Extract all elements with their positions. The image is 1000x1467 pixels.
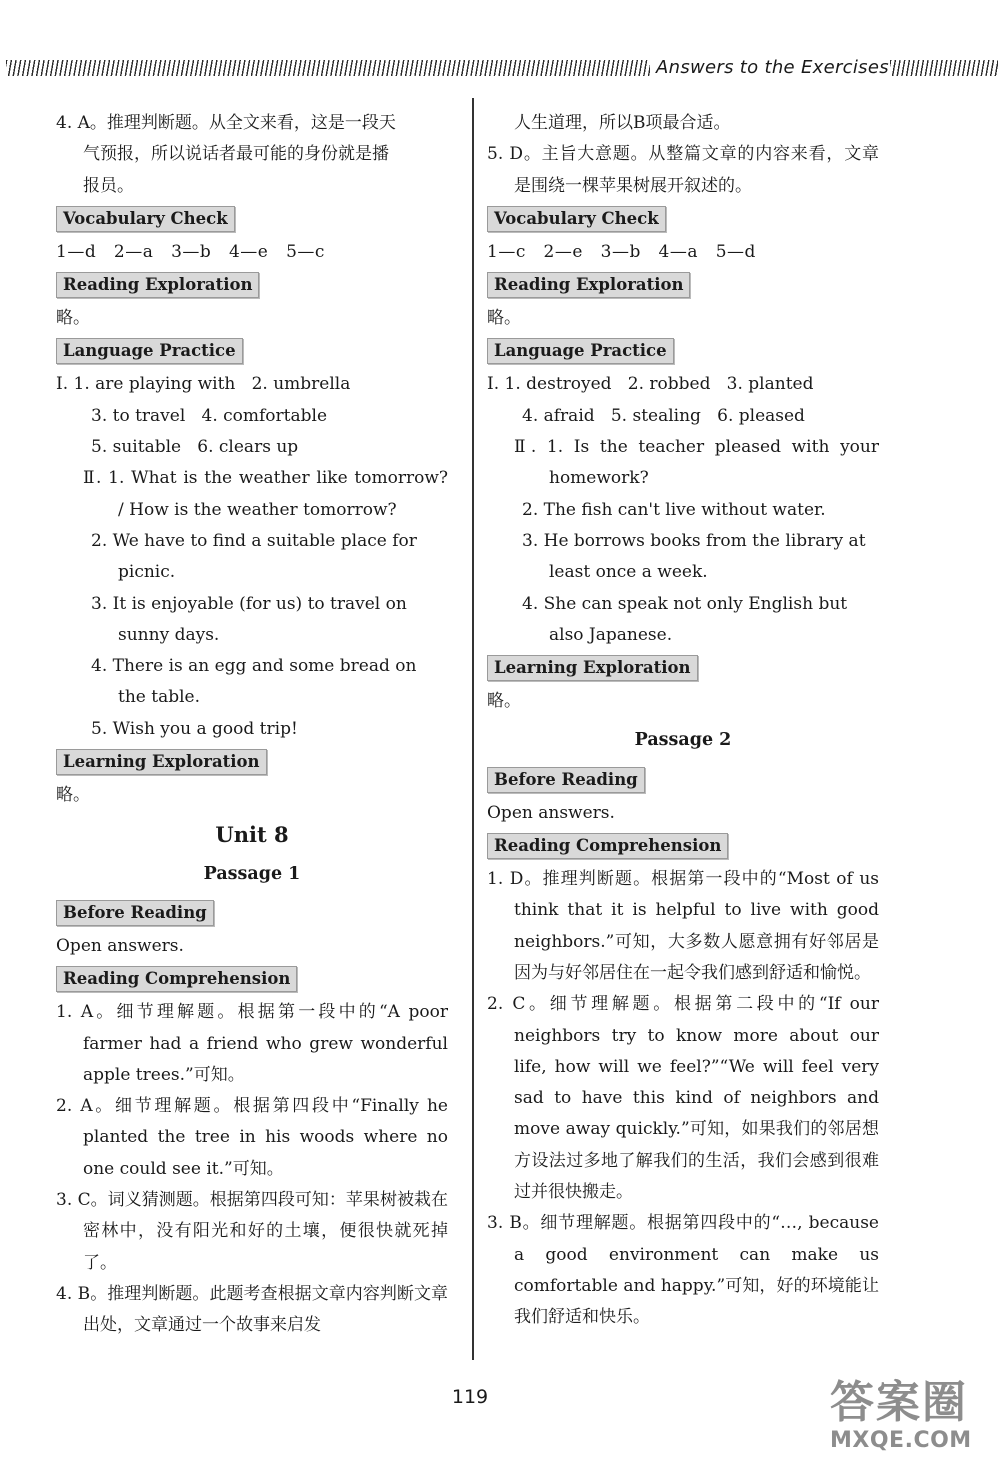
practice-ii-1: Ⅱ. 1. What is the weather like tomorrow? / How is the weather tomorrow? (83, 468, 448, 520)
comprehension-answer-3: 3. B。细节理解题。根据第四段中的“…, because a good environment can make us comfortable and happy.”可知，好的环境能让我们舒适和快乐。 (487, 1213, 879, 1328)
practice-ii-2: 2. The fish can't live without water. (522, 499, 826, 520)
practice-i-line-3: 5. suitable 6. clears up (91, 437, 299, 458)
section-tag-before-reading: Before Reading (56, 900, 214, 926)
comprehension-answer-4: 4. B。推理判断题。此题考查根据文章内容判断文章出处，文章通过一个故事来启发 (56, 1283, 448, 1336)
vocabulary-answers: 1—c 2—e 3—b 4—a 5—d (487, 241, 756, 262)
practice-ii-2: 2. We have to find a suitable place for picnic. (91, 530, 417, 583)
practice-i-line-2: 3. to travel 4. comfortable (91, 405, 327, 426)
practice-i-line-1: Ⅰ. 1. are playing with 2. umbrella (56, 374, 351, 395)
learning-exploration-text: 略。 (56, 785, 90, 806)
practice-i-line-1: Ⅰ. 1. destroyed 2. robbed 3. planted (487, 374, 814, 395)
section-tag-reading-exploration: Reading Exploration (487, 272, 690, 298)
watermark-logo (830, 1378, 995, 1462)
practice-ii-4: 4. There is an egg and some bread on the table. (91, 656, 417, 708)
section-tag-vocabulary-check: Vocabulary Check (56, 206, 235, 232)
section-tag-before-reading: Before Reading (487, 767, 645, 793)
comprehension-answer-2: 2. A。细节理解题。根据第四段中“Finally he planted the tree in his woods where no one could see it.”可知。 (56, 1096, 448, 1179)
practice-ii-3: 3. He borrows books from the library at least once a week. (522, 530, 866, 583)
header-hatch-left (6, 60, 650, 76)
section-tag-learning-exploration: Learning Exploration (487, 655, 698, 681)
learning-exploration-text: 略。 (487, 691, 521, 712)
practice-ii-3: 3. It is enjoyable (for us) to travel on sunny days. (91, 593, 407, 645)
passage-heading: Passage 1 (203, 863, 301, 884)
header-hatch-right (890, 60, 998, 76)
right-column (487, 108, 879, 1334)
section-tag-reading-exploration: Reading Exploration (56, 272, 259, 298)
answer-4: 4. A。推理判断题。从全文来看，这是一段天 气预报，所以说话者最可能的身份就是播 报员。 (56, 113, 396, 196)
watermark-url: MXQE.COM (830, 1428, 972, 1453)
before-reading-text: Open answers. (56, 935, 184, 956)
section-tag-reading-comprehension: Reading Comprehension (56, 966, 297, 992)
watermark-text: 答案圈 (830, 1377, 968, 1428)
practice-i-line-2: 4. afraid 5. stealing 6. pleased (522, 405, 805, 426)
comprehension-answer-2: 2. C。细节理解题。根据第二段中的“If our neighbors try to know more about our life, how will we feel?”“We will feel very sad to have this kind of neighbors and move away quickly.”可知，如果我们的邻居想方设法过多地了解我们的生活，我们会感到很难过并很快搬走。 (487, 994, 879, 1203)
practice-ii-4: 4. She can speak not only English but also Japanese. (522, 593, 848, 645)
unit-heading: Unit 8 (215, 822, 289, 848)
before-reading-text: Open answers. (487, 802, 615, 823)
section-tag-vocabulary-check: Vocabulary Check (487, 206, 666, 232)
practice-ii-5: 5. Wish you a good trip! (91, 718, 298, 739)
page-number: 119 (451, 1386, 489, 1408)
section-tag-learning-exploration: Learning Exploration (56, 749, 267, 775)
comprehension-answer-1: 1. A。细节理解题。根据第一段中的“A poor farmer had a friend who grew wonderful apple trees.”可知。 (56, 1002, 448, 1085)
continued-text: 人生道理，所以B项最合适。 (514, 113, 731, 133)
vocabulary-answers: 1—d 2—a 3—b 4—e 5—c (56, 241, 325, 262)
passage-heading: Passage 2 (634, 730, 732, 751)
section-tag-language-practice: Language Practice (487, 338, 674, 364)
comprehension-answer-1: 1. D。推理判断题。根据第一段中的“Most of us think that it is helpful to live with good neighbors.”可知，大多数人愿意拥有好邻居是因为与好邻居住在一起令我们感到舒适和愉悦。 (487, 869, 879, 983)
comprehension-answer-3: 3. C。词义猜测题。根据第四段可知：苹果树被栽在密林中，没有阳光和好的土壤，便很快就死掉了。 (56, 1190, 448, 1273)
left-column (56, 108, 448, 1342)
running-header (0, 56, 1000, 80)
column-divider (472, 98, 474, 1360)
header-title: Answers to the Exercises (656, 57, 889, 78)
reading-exploration-text: 略。 (56, 308, 90, 329)
answer-5: 5. D。主旨大意题。从整篇文章的内容来看，文章是围绕一棵苹果树展开叙述的。 (487, 144, 879, 196)
section-tag-language-practice: Language Practice (56, 338, 243, 364)
reading-exploration-text: 略。 (487, 308, 521, 329)
section-tag-reading-comprehension: Reading Comprehension (487, 833, 728, 859)
practice-ii-1: Ⅱ. 1. Is the teacher pleased with your homework? (514, 437, 879, 489)
